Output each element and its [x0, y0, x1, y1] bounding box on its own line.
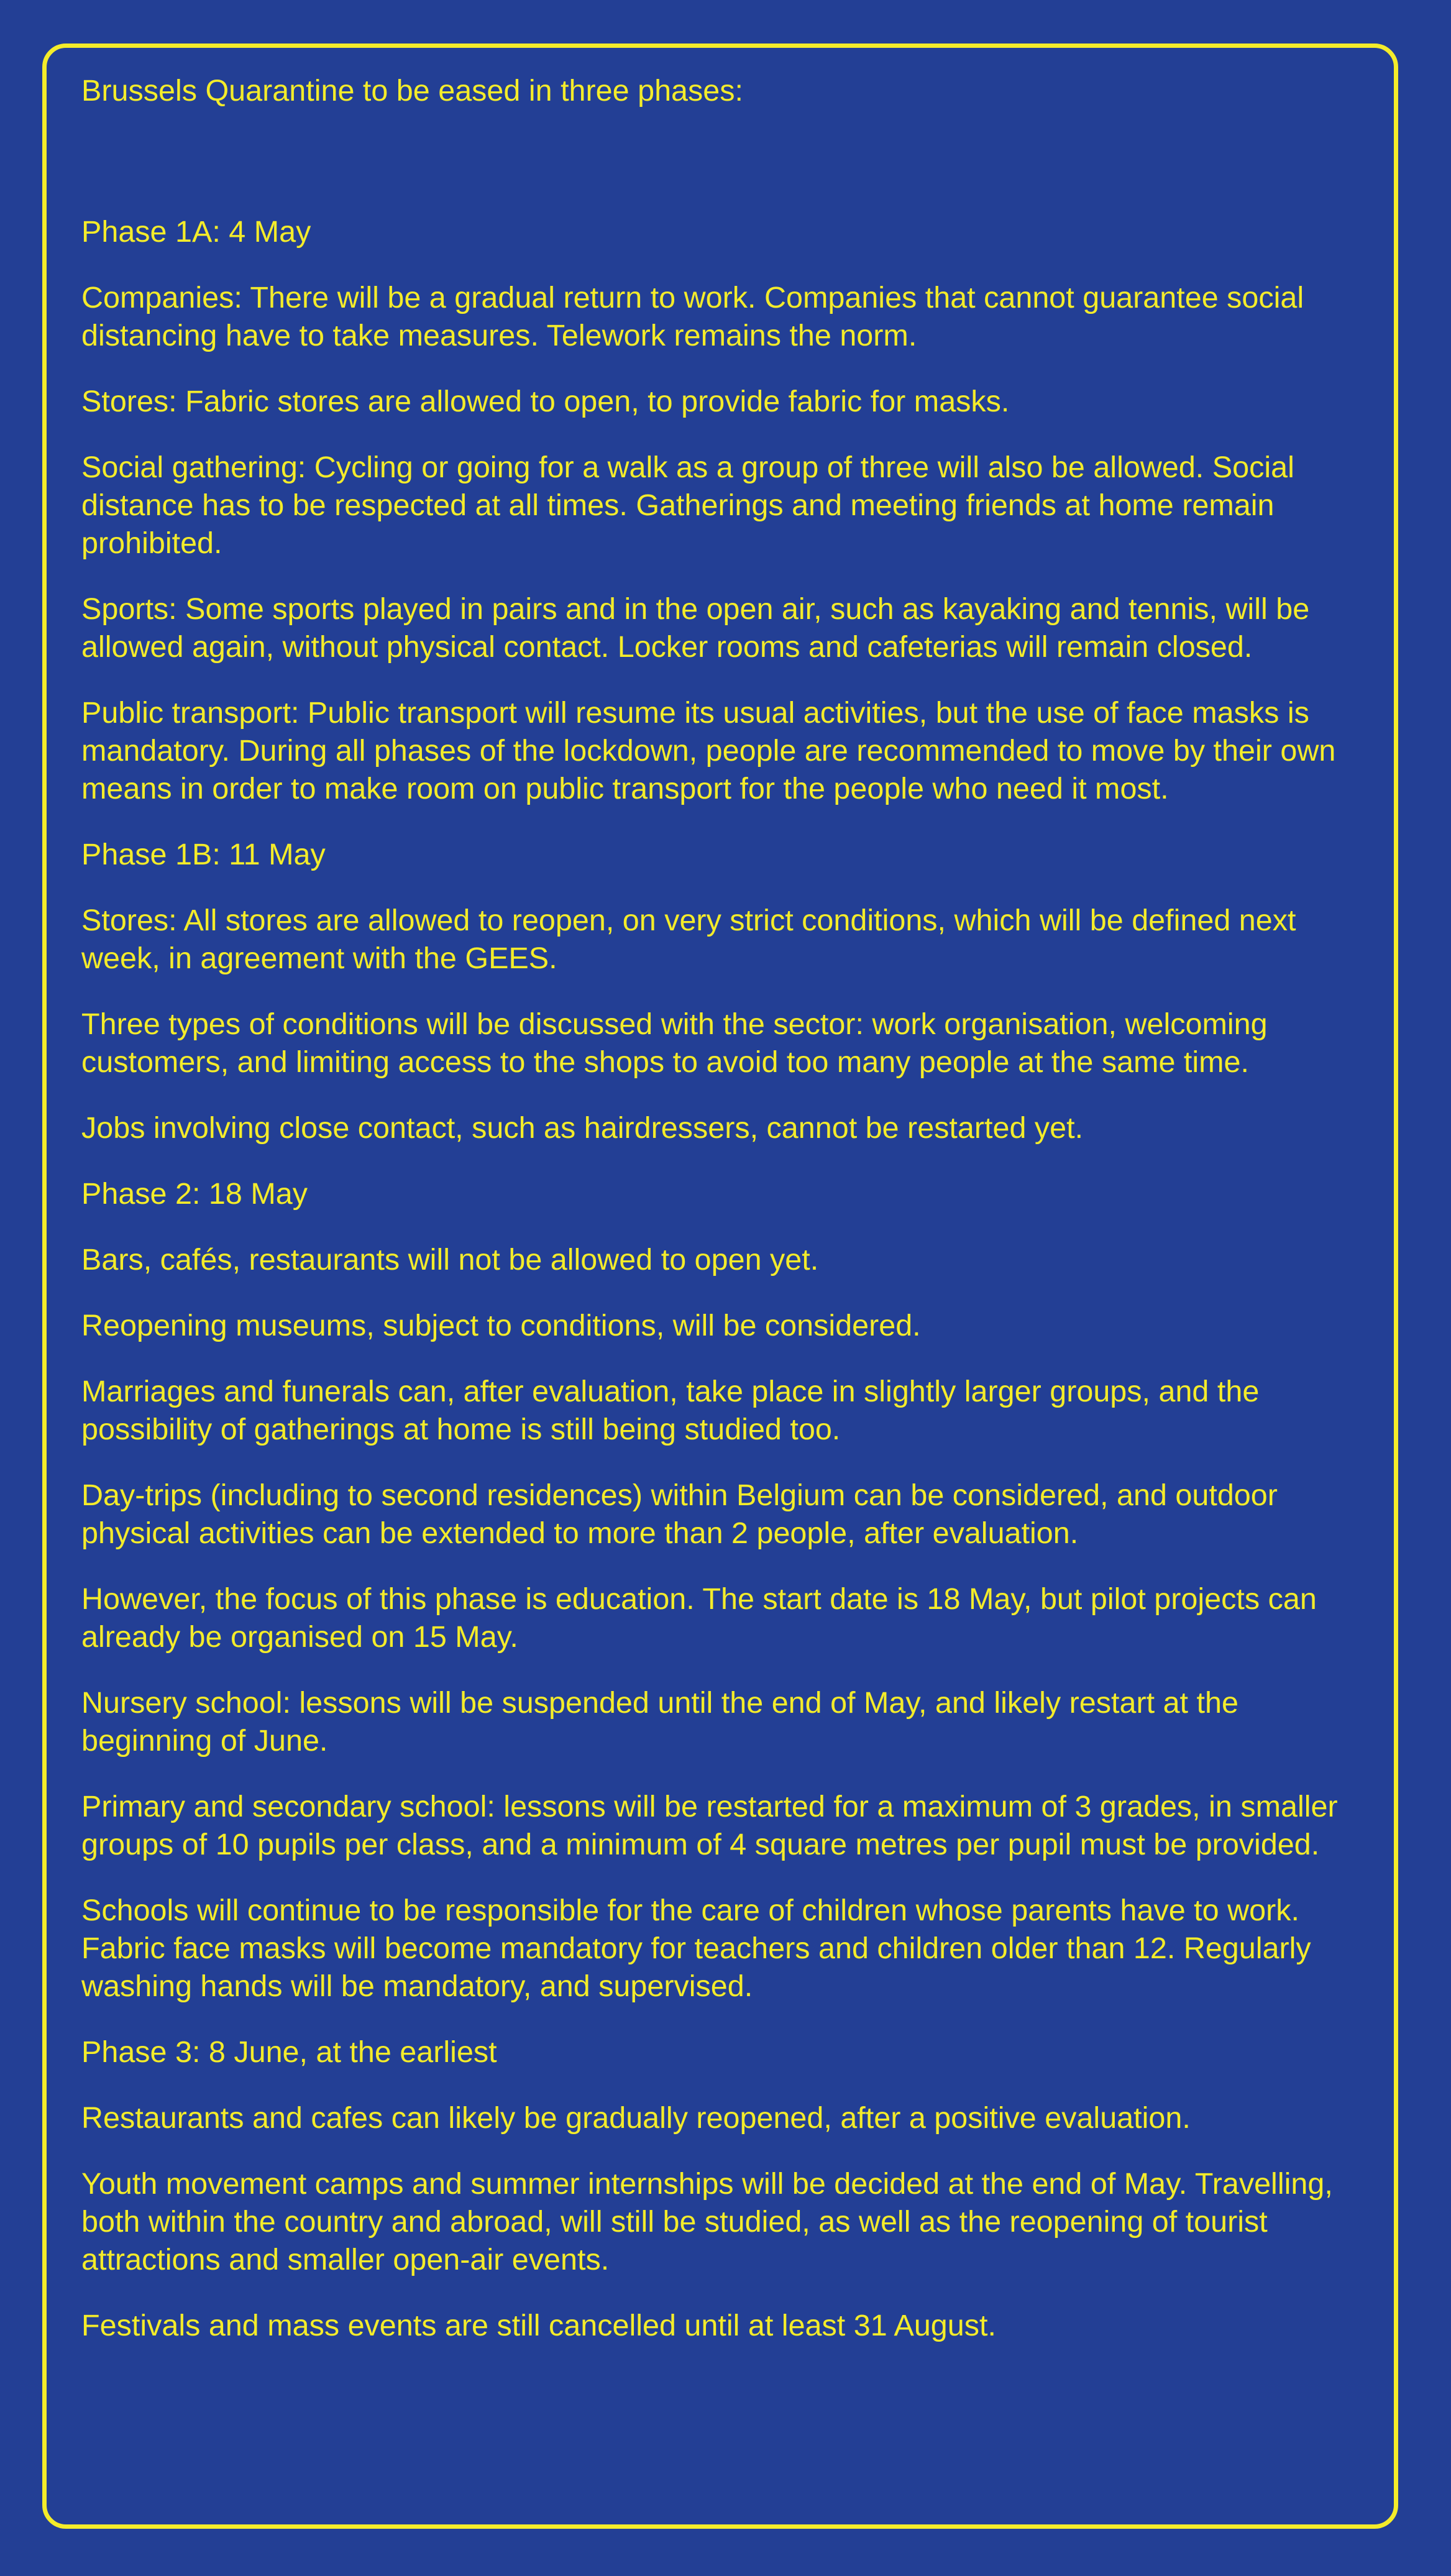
paragraph-bars-cafes: Bars, cafés, restaurants will not be allowed to open yet.	[81, 1243, 819, 1277]
paragraph-schools-care: Schools will continue to be responsible for the care of children whose parents have to work. Fabric face masks will become mandatory for teachers and children older than 12. Regularly washing hands will be mandatory, and supervised.	[81, 1894, 1311, 2003]
paragraph-museums: Reopening museums, subject to conditions, will be considered.	[81, 1309, 921, 1342]
phase-heading-2: Phase 2: 18 May	[81, 1177, 308, 1211]
document-title: Brussels Quarantine to be eased in three phases:	[81, 74, 743, 108]
phase-heading-1b: Phase 1B: 11 May	[81, 838, 326, 871]
paragraph-youth-camps: Youth movement camps and summer internships will be decided at the end of May. Travelling, both within the country and abroad, will still be studied, as well as the reopening of tourist attractions and smaller open-air events.	[81, 2167, 1333, 2276]
paragraph-nursery-school: Nursery school: lessons will be suspended until the end of May, and likely restart at the beginning of June.	[81, 1686, 1238, 1758]
paragraph-restaurants-cafes: Restaurants and cafes can likely be gradually reopened, after a positive evaluation.	[81, 2101, 1191, 2135]
paragraph-close-contact-jobs: Jobs involving close contact, such as hairdressers, cannot be restarted yet.	[81, 1111, 1084, 1145]
paragraph-public-transport: Public transport: Public transport will resume its usual activities, but the use of face masks is mandatory. During all phases of the lockdown, people are recommended to move by their own means in order to make room on public transport for the people who need it most.	[81, 696, 1336, 805]
phase-heading-1a: Phase 1A: 4 May	[81, 215, 311, 249]
paragraph-primary-secondary: Primary and secondary school: lessons will be restarted for a maximum of 3 grades, in smaller groups of 10 pupils per class, and a minimum of 4 square metres per pupil must be provided.	[81, 1790, 1338, 1861]
paragraph-stores-fabric: Stores: Fabric stores are allowed to open, to provide fabric for masks.	[81, 385, 1010, 418]
paragraph-sports: Sports: Some sports played in pairs and in the open air, such as kayaking and tennis, will be allowed again, without physical contact. Locker rooms and cafeterias will remain closed.	[81, 592, 1310, 664]
paragraph-marriages-funerals: Marriages and funerals can, after evaluation, take place in slightly larger groups, and the possibility of gatherings at home is still being studied too.	[81, 1375, 1260, 1446]
document-content	[81, 72, 1355, 2373]
paragraph-companies: Companies: There will be a gradual return to work. Companies that cannot guarantee social distancing have to take measures. Telework remains the norm.	[81, 281, 1304, 352]
paragraph-day-trips: Day-trips (including to second residences) within Belgium can be considered, and outdoor physical activities can be extended to more than 2 people, after evaluation.	[81, 1478, 1278, 1550]
paragraph-festivals: Festivals and mass events are still cancelled until at least 31 August.	[81, 2309, 996, 2342]
paragraph-stores-all: Stores: All stores are allowed to reopen, on very strict conditions, which will be defined next week, in agreement with the GEES.	[81, 904, 1296, 975]
paragraph-conditions: Three types of conditions will be discussed with the sector: work organisation, welcoming customers, and limiting access to the shops to avoid too many people at the same time.	[81, 1007, 1268, 1079]
paragraph-education-focus: However, the focus of this phase is education. The start date is 18 May, but pilot projects can already be organised on 15 May.	[81, 1582, 1317, 1654]
paragraph-social-gathering: Social gathering: Cycling or going for a walk as a group of three will also be allowed. Social distance has to be respected at all times. Gatherings and meeting friends at home remain prohibited.	[81, 451, 1294, 560]
phase-heading-3: Phase 3: 8 June, at the earliest	[81, 2035, 497, 2069]
